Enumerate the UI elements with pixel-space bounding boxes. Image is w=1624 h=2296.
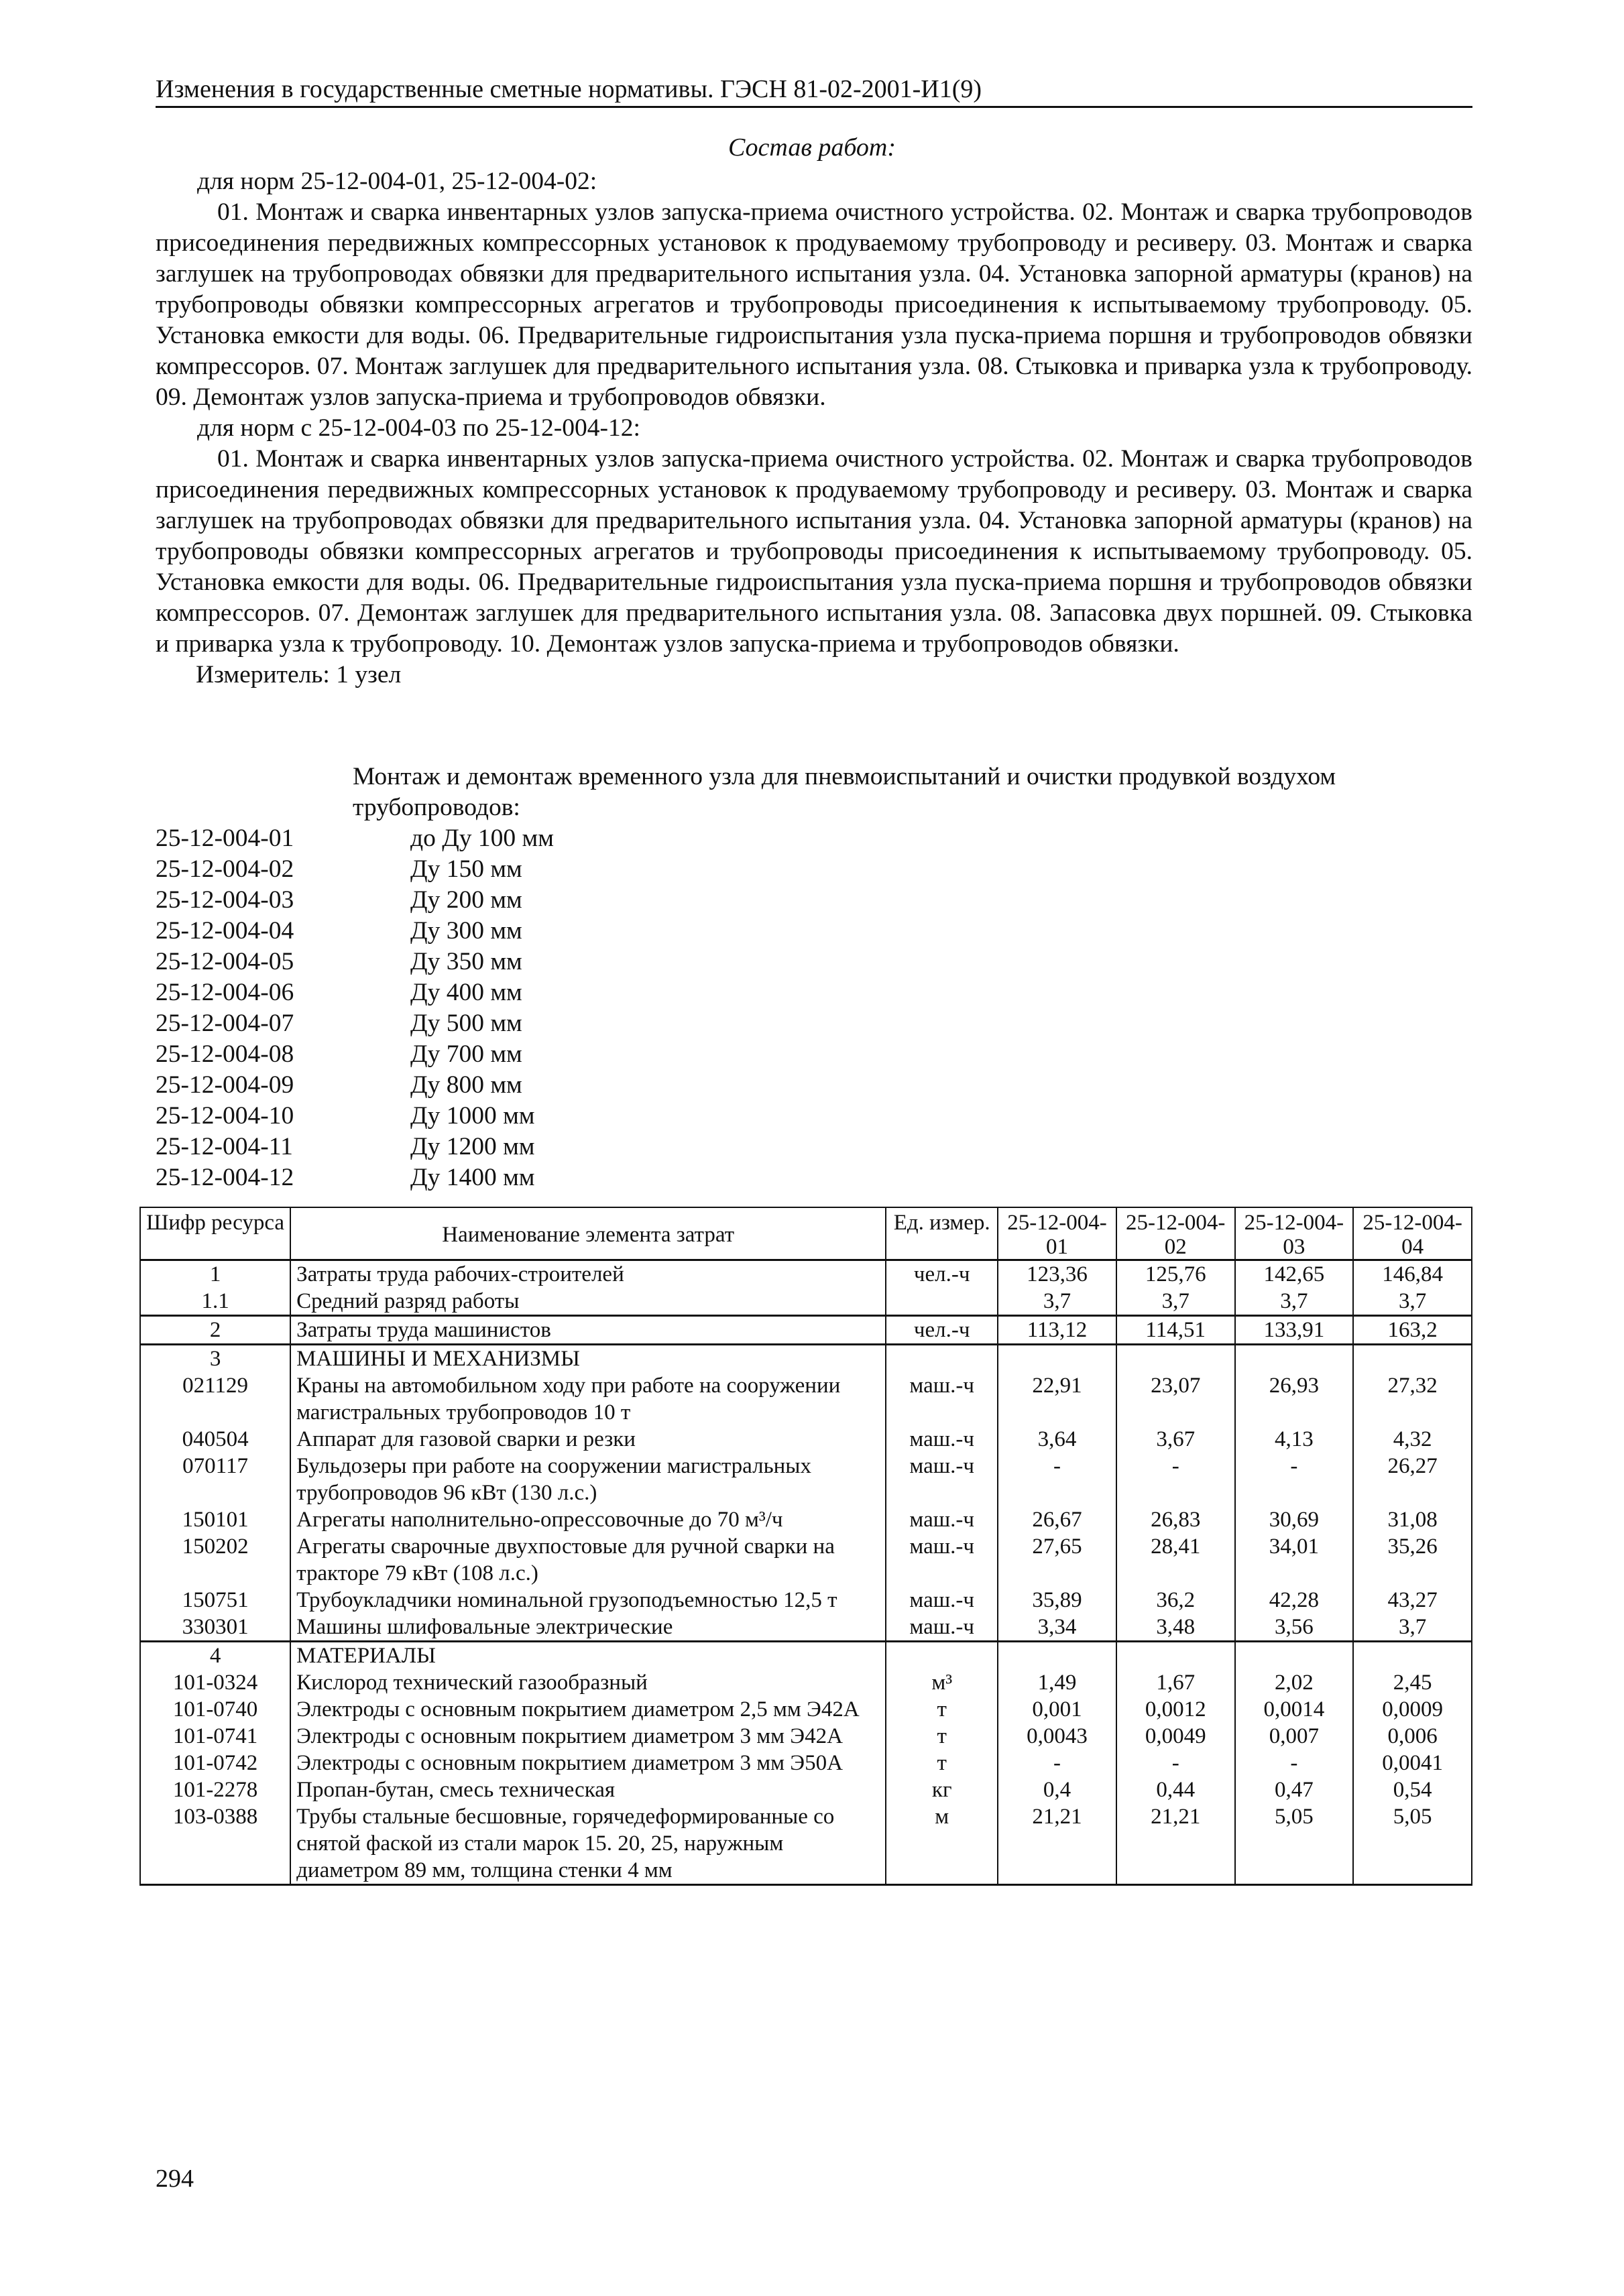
cell-name: Кислород технический газообразный — [290, 1669, 886, 1696]
header-col-1: 25-12-004-01 — [998, 1207, 1116, 1260]
cell-value: 3,34 — [998, 1614, 1116, 1642]
cell-value: 1,67 — [1116, 1669, 1235, 1696]
cell-value: 0,4 — [998, 1776, 1116, 1803]
cell-value: 0,0014 — [1235, 1696, 1354, 1723]
cell-value: 113,12 — [998, 1316, 1116, 1345]
cell-value — [1235, 1642, 1354, 1670]
cell-value — [1353, 1345, 1472, 1373]
cell-value: - — [998, 1453, 1116, 1506]
cell-code: 1.1 — [140, 1288, 290, 1316]
table-row — [140, 1426, 1472, 1453]
cell-name: Затраты труда рабочих-строителей — [290, 1260, 886, 1288]
cell-value: 35,89 — [998, 1587, 1116, 1614]
cell-value: 3,7 — [998, 1288, 1116, 1316]
measure-unit: Измеритель: 1 узел — [196, 661, 402, 688]
cell-unit: т — [886, 1750, 998, 1776]
cell-value: 0,0049 — [1116, 1723, 1235, 1750]
cell-value: 3,64 — [998, 1426, 1116, 1453]
table-row — [140, 1776, 1472, 1803]
cell-value: 0,44 — [1116, 1776, 1235, 1803]
group2-text: 01. Монтаж и сварка инвентарных узлов запуска-приема очистного устройства. 02. Монтаж и сварка трубопроводов присоединения передвижных компрессорных установок к продуваемому трубопроводу и ресиверу. 03. Монтаж и сварка заглушек на трубопроводах обвязки для предварительного испытания узла. 04. Установка запорной арматуры (кранов) на трубопроводы обвязки компрессорных агрегатов и трубопроводы присоединения к испытываемому трубопроводу. 05. Установка емкости для воды. 06. Предварительные гидроиспытания узла пуска-приема поршня и трубопроводов обвязки компрессоров. 07. Демонтаж заглушек для предварительного испытания узла. 08. Запасовка двух поршней. 09. Стыковка и приварка узла к трубопроводу. 10. Демонтаж узлов запуска-приема и трубопроводов обвязки. — [156, 445, 1472, 658]
table-row — [140, 1372, 1472, 1426]
norm-row — [156, 947, 554, 977]
cell-unit: маш.-ч — [886, 1506, 998, 1533]
norm-description: Ду 300 мм — [410, 917, 522, 945]
cell-unit: чел.-ч — [886, 1260, 998, 1288]
norm-code: 25-12-004-05 — [156, 948, 294, 975]
cell-code: 070117 — [140, 1453, 290, 1506]
norm-code: 25-12-004-11 — [156, 1133, 293, 1160]
cell-value: 0,0041 — [1353, 1750, 1472, 1776]
norm-row — [156, 1008, 554, 1039]
cell-value: 26,27 — [1353, 1453, 1472, 1506]
cell-code: 150202 — [140, 1533, 290, 1587]
cell-value: 163,2 — [1353, 1316, 1472, 1345]
cell-value — [1235, 1345, 1354, 1373]
norm-description: Ду 700 мм — [410, 1040, 522, 1068]
table-row — [140, 1723, 1472, 1750]
header-col-4: 25-12-004-04 — [1353, 1207, 1472, 1260]
cell-value: 146,84 — [1353, 1260, 1472, 1288]
cell-code: 3 — [140, 1345, 290, 1373]
norm-row — [156, 1101, 554, 1132]
norm-group-title: Монтаж и демонтаж временного узла для пневмоиспытаний и очистки продувкой воздухом трубопроводов: — [353, 763, 1336, 821]
norm-row — [156, 885, 554, 916]
cell-code: 040504 — [140, 1426, 290, 1453]
cell-value: 3,7 — [1353, 1614, 1472, 1642]
cell-unit: маш.-ч — [886, 1614, 998, 1642]
cell-value: 3,7 — [1353, 1288, 1472, 1316]
table-row — [140, 1316, 1472, 1345]
norm-description: Ду 350 мм — [410, 948, 522, 975]
cell-value: 2,02 — [1235, 1669, 1354, 1696]
norm-code: 25-12-004-12 — [156, 1164, 294, 1191]
norm-description: Ду 500 мм — [410, 1010, 522, 1037]
header-name: Наименование элемента затрат — [290, 1207, 886, 1260]
cell-value: 23,07 — [1116, 1372, 1235, 1426]
cell-value: - — [998, 1750, 1116, 1776]
norm-code: 25-12-004-06 — [156, 979, 294, 1006]
cell-code: 101-0741 — [140, 1723, 290, 1750]
running-header: Изменения в государственные сметные нормативы. ГЭСН 81-02-2001-И1(9) — [156, 74, 1472, 108]
cell-value: 0,54 — [1353, 1776, 1472, 1803]
cell-unit: маш.-ч — [886, 1426, 998, 1453]
cell-value: 31,08 — [1353, 1506, 1472, 1533]
cell-value: 1,49 — [998, 1669, 1116, 1696]
table-row — [140, 1345, 1472, 1373]
cell-value: - — [1116, 1750, 1235, 1776]
norm-code: 25-12-004-01 — [156, 825, 294, 852]
resources-table — [139, 1207, 1472, 1886]
cell-name: МАТЕРИАЛЫ — [290, 1642, 886, 1670]
norm-row — [156, 823, 554, 854]
cell-code: 150751 — [140, 1587, 290, 1614]
cell-value: 5,05 — [1353, 1803, 1472, 1885]
table-row — [140, 1696, 1472, 1723]
cell-value: 0,0043 — [998, 1723, 1116, 1750]
norm-row — [156, 916, 554, 947]
cell-value: 34,01 — [1235, 1533, 1354, 1587]
table-header-row — [140, 1207, 1472, 1260]
cell-value: 142,65 — [1235, 1260, 1354, 1288]
cell-value: 27,32 — [1353, 1372, 1472, 1426]
norm-description: Ду 400 мм — [410, 979, 522, 1006]
cell-unit — [886, 1642, 998, 1670]
norm-code: 25-12-004-09 — [156, 1071, 294, 1099]
cell-code: 4 — [140, 1642, 290, 1670]
cell-name: Трубоукладчики номинальной грузоподъемностью 12,5 т — [290, 1587, 886, 1614]
norm-row — [156, 1132, 554, 1162]
cell-value — [998, 1345, 1116, 1373]
cell-value: 28,41 — [1116, 1533, 1235, 1587]
cell-code: 021129 — [140, 1372, 290, 1426]
norm-description: Ду 1200 мм — [410, 1133, 535, 1160]
cell-unit: м³ — [886, 1669, 998, 1696]
cell-code: 101-2278 — [140, 1776, 290, 1803]
cell-value: 133,91 — [1235, 1316, 1354, 1345]
table-row — [140, 1642, 1472, 1670]
cell-name: Электроды с основным покрытием диаметром 3 мм Э50А — [290, 1750, 886, 1776]
cell-unit: кг — [886, 1776, 998, 1803]
cell-value: 30,69 — [1235, 1506, 1354, 1533]
norm-description: Ду 1000 мм — [410, 1102, 535, 1130]
cell-name: Электроды с основным покрытием диаметром 2,5 мм Э42А — [290, 1696, 886, 1723]
norm-code: 25-12-004-03 — [156, 886, 294, 914]
norm-row — [156, 977, 554, 1008]
norm-row — [156, 1070, 554, 1101]
composition-body — [156, 166, 1472, 690]
table-body — [140, 1260, 1472, 1885]
cell-value: 22,91 — [998, 1372, 1116, 1426]
cell-value: 26,83 — [1116, 1506, 1235, 1533]
cell-code: 1 — [140, 1260, 290, 1288]
group1-text: 01. Монтаж и сварка инвентарных узлов запуска-приема очистного устройства. 02. Монтаж и сварка трубопроводов присоединения передвижных компрессорных установок к продуваемому трубопроводу и ресиверу. 03. Монтаж и сварка заглушек на трубопроводах обвязки для предварительного испытания узла. 04. Установка запорной арматуры (кранов) на трубопроводы обвязки компрессорных агрегатов и трубопроводы присоединения к испытываемому трубопроводу. 05. Установка емкости для воды. 06. Предварительные гидроиспытания узла пуска-приема поршня и трубопроводов обвязки компрессоров. 07. Монтаж заглушек для предварительного испытания узла. 08. Стыковка и приварка узла к трубопроводу. 09. Демонтаж узлов запуска-приема и трубопроводов обвязки. — [156, 198, 1472, 411]
header-col-3: 25-12-004-03 — [1235, 1207, 1354, 1260]
table-row — [140, 1587, 1472, 1614]
group1-label: для норм 25-12-004-01, 25-12-004-02: — [197, 168, 597, 195]
cell-unit: маш.-ч — [886, 1533, 998, 1587]
norm-row — [156, 854, 554, 885]
cell-code: 2 — [140, 1316, 290, 1345]
cell-unit: маш.-ч — [886, 1587, 998, 1614]
norm-description: Ду 800 мм — [410, 1071, 522, 1099]
cell-value: - — [1116, 1453, 1235, 1506]
page-number: 294 — [156, 2165, 194, 2193]
table-row — [140, 1533, 1472, 1587]
cell-value — [1116, 1345, 1235, 1373]
header-col-2: 25-12-004-02 — [1116, 1207, 1235, 1260]
cell-unit — [886, 1345, 998, 1373]
cell-value: - — [1235, 1750, 1354, 1776]
cell-unit: маш.-ч — [886, 1453, 998, 1506]
table-row — [140, 1506, 1472, 1533]
cell-code: 150101 — [140, 1506, 290, 1533]
norm-description: до Ду 100 мм — [410, 825, 554, 852]
cell-value: 0,007 — [1235, 1723, 1354, 1750]
group2-label: для норм с 25-12-004-03 по 25-12-004-12: — [197, 414, 640, 442]
cell-name: Агрегаты сварочные двухпостовые для ручной сварки на тракторе 79 кВт (108 л.с.) — [290, 1533, 886, 1587]
cell-value: 0,0012 — [1116, 1696, 1235, 1723]
cell-code: 101-0324 — [140, 1669, 290, 1696]
cell-name: Пропан-бутан, смесь техническая — [290, 1776, 886, 1803]
cell-name: Трубы стальные бесшовные, горячедеформированные со снятой фаской из стали марок 15. 20, 25, наружным диаметром 89 мм, толщина стенки 4 мм — [290, 1803, 886, 1885]
cell-value: 21,21 — [998, 1803, 1116, 1885]
cell-unit — [886, 1288, 998, 1316]
table-row — [140, 1669, 1472, 1696]
cell-value: 114,51 — [1116, 1316, 1235, 1345]
cell-value: 3,48 — [1116, 1614, 1235, 1642]
table-row — [140, 1288, 1472, 1316]
norm-code: 25-12-004-07 — [156, 1010, 294, 1037]
cell-code: 103-0388 — [140, 1803, 290, 1885]
cell-unit: т — [886, 1696, 998, 1723]
cell-name: МАШИНЫ И МЕХАНИЗМЫ — [290, 1345, 886, 1373]
norm-description: Ду 150 мм — [410, 855, 522, 883]
table-row — [140, 1750, 1472, 1776]
cell-value: 42,28 — [1235, 1587, 1354, 1614]
cell-name: Бульдозеры при работе на сооружении магистральных трубопроводов 96 кВт (130 л.с.) — [290, 1453, 886, 1506]
composition-title: Состав работ: — [728, 133, 896, 162]
norms-list — [156, 823, 554, 1193]
table-row — [140, 1803, 1472, 1885]
norm-row — [156, 1162, 554, 1193]
cell-value: 27,65 — [998, 1533, 1116, 1587]
norm-code: 25-12-004-04 — [156, 917, 294, 945]
cell-value: 5,05 — [1235, 1803, 1354, 1885]
norm-code: 25-12-004-10 — [156, 1102, 294, 1130]
table-row — [140, 1260, 1472, 1288]
cell-value: 36,2 — [1116, 1587, 1235, 1614]
cell-value: 125,76 — [1116, 1260, 1235, 1288]
cell-name: Краны на автомобильном ходу при работе на сооружении магистральных трубопроводов 10 т — [290, 1372, 886, 1426]
norm-description: Ду 1400 мм — [410, 1164, 535, 1191]
cell-value: 4,13 — [1235, 1426, 1354, 1453]
norm-code: 25-12-004-02 — [156, 855, 294, 883]
cell-unit: маш.-ч — [886, 1372, 998, 1426]
cell-value: 3,7 — [1116, 1288, 1235, 1316]
norm-row — [156, 1039, 554, 1070]
cell-value: 35,26 — [1353, 1533, 1472, 1587]
cell-code: 101-0742 — [140, 1750, 290, 1776]
cell-value: 26,93 — [1235, 1372, 1354, 1426]
cell-value: 4,32 — [1353, 1426, 1472, 1453]
cell-value: 43,27 — [1353, 1587, 1472, 1614]
cell-name: Средний разряд работы — [290, 1288, 886, 1316]
cell-value: 0,006 — [1353, 1723, 1472, 1750]
cell-value — [1116, 1642, 1235, 1670]
cell-value: 0,0009 — [1353, 1696, 1472, 1723]
cell-name: Агрегаты наполнительно-опрессовочные до 70 м³/ч — [290, 1506, 886, 1533]
cell-code: 330301 — [140, 1614, 290, 1642]
table-row — [140, 1614, 1472, 1642]
cell-value: 2,45 — [1353, 1669, 1472, 1696]
cell-name: Аппарат для газовой сварки и резки — [290, 1426, 886, 1453]
cell-name: Затраты труда машинистов — [290, 1316, 886, 1345]
cell-value: - — [1235, 1453, 1354, 1506]
cell-value: 0,001 — [998, 1696, 1116, 1723]
cell-unit: м — [886, 1803, 998, 1885]
norm-description: Ду 200 мм — [410, 886, 522, 914]
norm-code: 25-12-004-08 — [156, 1040, 294, 1068]
table-row — [140, 1453, 1472, 1506]
cell-value: 3,67 — [1116, 1426, 1235, 1453]
cell-name: Машины шлифовальные электрические — [290, 1614, 886, 1642]
cell-unit: т — [886, 1723, 998, 1750]
cell-name: Электроды с основным покрытием диаметром 3 мм Э42А — [290, 1723, 886, 1750]
cell-code: 101-0740 — [140, 1696, 290, 1723]
cell-value — [998, 1642, 1116, 1670]
cell-value — [1353, 1642, 1472, 1670]
cell-value: 0,47 — [1235, 1776, 1354, 1803]
cell-value: 21,21 — [1116, 1803, 1235, 1885]
cell-value: 3,56 — [1235, 1614, 1354, 1642]
cell-value: 26,67 — [998, 1506, 1116, 1533]
cell-unit: чел.-ч — [886, 1316, 998, 1345]
header-unit: Ед. измер. — [886, 1207, 998, 1260]
cell-value: 123,36 — [998, 1260, 1116, 1288]
cell-value: 3,7 — [1235, 1288, 1354, 1316]
header-code: Шифр ресурса — [140, 1207, 290, 1260]
